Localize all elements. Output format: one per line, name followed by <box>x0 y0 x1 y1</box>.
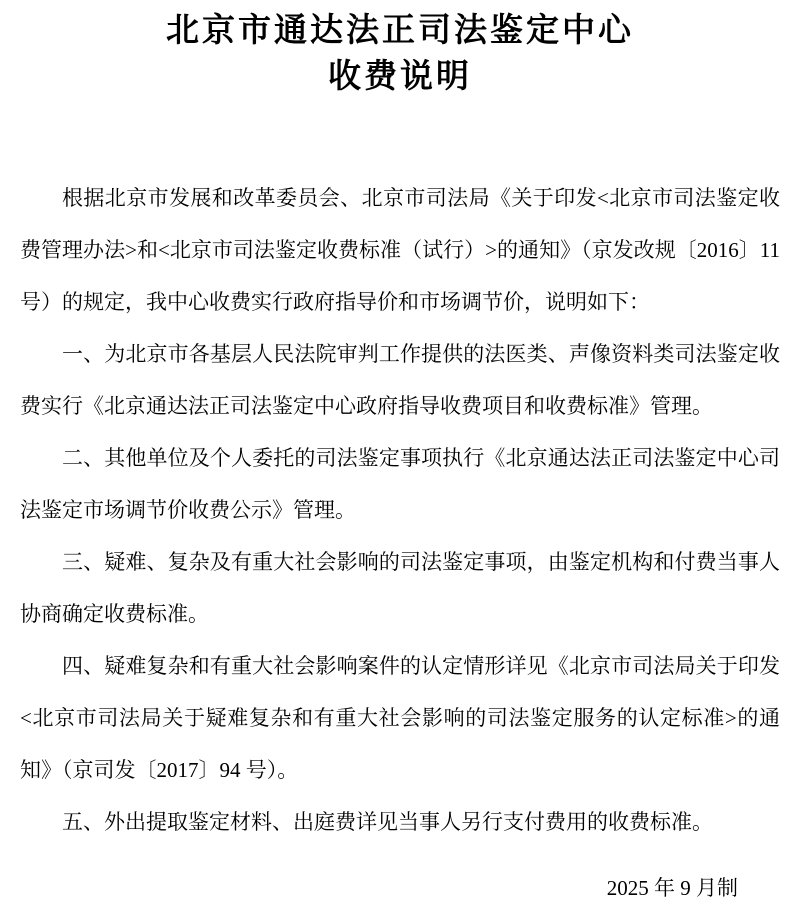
paragraph-item-1: 一、为北京市各基层人民法院审判工作提供的法医类、声像资料类司法鉴定收费实行《北京通达法正司法鉴定中心政府指导收费项目和收费标准》管理。 <box>20 342 780 418</box>
paragraph-item-5: 五、外出提取鉴定材料、出庭费详见当事人另行支付费用的收费标准。 <box>62 810 713 834</box>
paragraph-item-4: 四、疑难复杂和有重大社会影响案件的认定情形详见《北京市司法局关于印发<北京市司法局关于疑难复杂和有重大社会影响的司法鉴定服务的认定标准>的通知》（京司发〔2017〕94 号）。 <box>20 654 780 782</box>
paragraph-item-2: 二、其他单位及个人委托的司法鉴定事项执行《北京通达法正司法鉴定中心司法鉴定市场调节价收费公示》管理。 <box>20 446 780 522</box>
paragraph-intro: 根据北京市发展和改革委员会、北京市司法局《关于印发<北京市司法鉴定收费管理办法>和<北京市司法鉴定收费标准（试行）>的通知》（京发改规〔2016〕11 号）的规定，我中心收费实行政府指导价和市场调节价，说明如下： <box>20 186 780 314</box>
document-title <box>20 8 780 100</box>
title-line-2: 收费说明 <box>328 59 472 95</box>
date-note: 2025 年 9 月制 <box>606 876 738 900</box>
title-line-1: 北京市通达法正司法鉴定中心 <box>166 13 634 49</box>
paragraph-item-3: 三、疑难、复杂及有重大社会影响的司法鉴定事项，由鉴定机构和付费当事人协商确定收费标准。 <box>20 550 780 626</box>
document-body <box>20 172 780 848</box>
